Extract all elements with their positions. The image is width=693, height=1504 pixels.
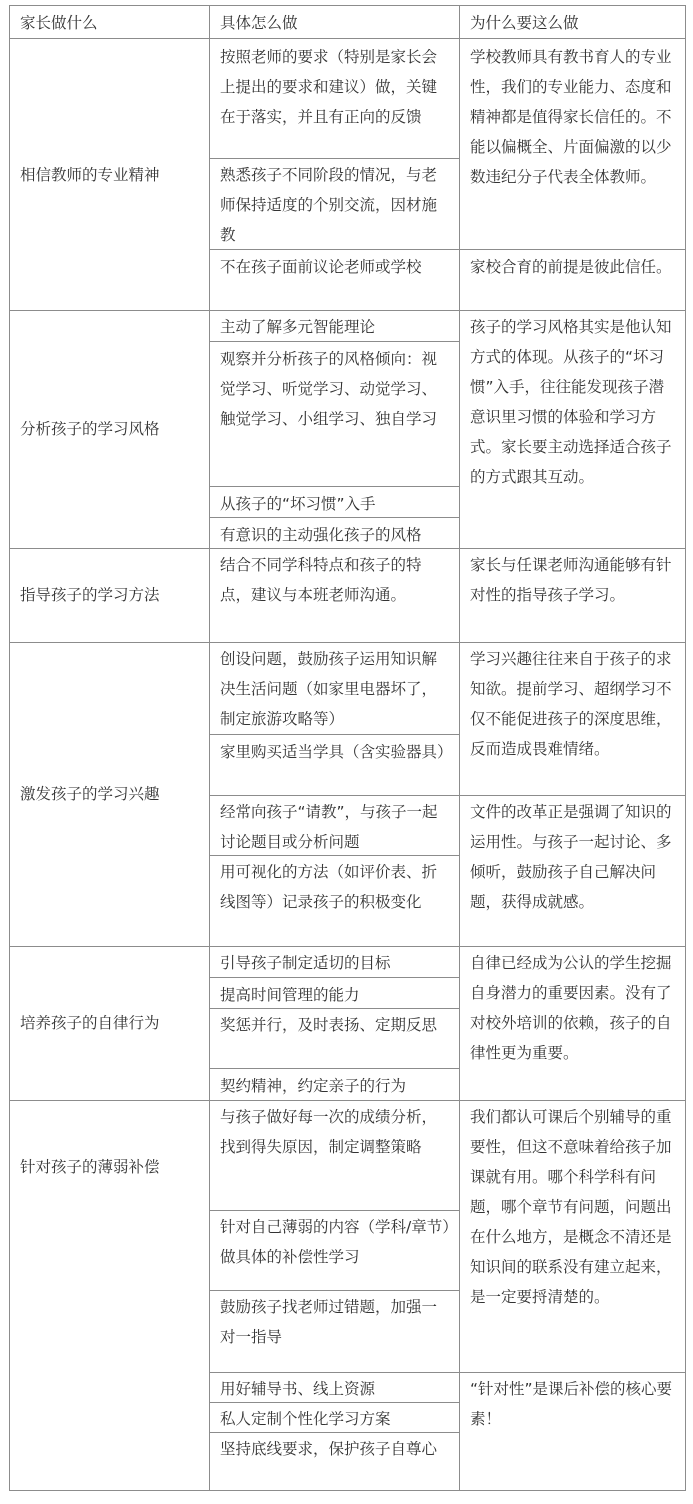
- row-6-what: 针对孩子的薄弱补偿: [20, 1158, 160, 1176]
- row-5-how-4: 契约精神，约定亲子的行为: [220, 1077, 407, 1095]
- row-6-how-2: 针对自己薄弱的内容（学科/章节）做具体的补偿性学习: [220, 1218, 450, 1266]
- grid-line: [209, 1210, 460, 1211]
- grid-line: [209, 249, 460, 250]
- header-how: 具体怎么做: [220, 14, 298, 32]
- header-what: 家长做什么: [20, 14, 98, 32]
- grid-line: [209, 517, 460, 518]
- grid-line: [9, 38, 686, 39]
- grid-line: [209, 1432, 460, 1433]
- grid-line: [209, 1008, 460, 1009]
- grid-line: [459, 795, 686, 796]
- row-5-what: 培养孩子的自律行为: [20, 1014, 160, 1032]
- grid-line: [209, 795, 460, 796]
- row-6-how-1: 与孩子做好每一次的成绩分析，找到得失原因，制定调整策略: [220, 1108, 438, 1156]
- grid-line: [9, 1100, 686, 1101]
- row-5-why-1: 自律已经成为公认的学生挖掘自身潜力的重要因素。没有了对校外培训的依赖，孩子的自律性更为重要。: [470, 954, 672, 1062]
- row-3-how-1: 结合不同学科特点和孩子的特点，建议与本班老师沟通。: [220, 556, 422, 604]
- row-1-how-2: 熟悉孩子不同阶段的情况，与老师保持适度的个别交流，因材施教: [220, 166, 438, 244]
- row-3-why-1: 家长与任课老师沟通能够有针对性的指导孩子学习。: [470, 556, 672, 604]
- row-1-how-1: 按照老师的要求（特别是家长会上提出的要求和建议）做，关键在于落实，并且有正向的反馈: [220, 48, 438, 126]
- row-3-what: 指导孩子的学习方法: [20, 586, 160, 604]
- grid-line: [9, 310, 686, 311]
- header-why: 为什么要这么做: [470, 14, 579, 32]
- row-4-what: 激发孩子的学习兴趣: [20, 785, 160, 803]
- row-4-why-2: 文件的改革正是强调了知识的运用性。与孩子一起讨论、多倾听，鼓励孩子自己解决问题，获得成就感。: [470, 803, 672, 911]
- grid-line: [9, 946, 686, 947]
- grid-line: [9, 548, 686, 549]
- grid-line: [9, 5, 10, 1491]
- row-6-why-2: “针对性”是课后补偿的核心要素！: [470, 1380, 673, 1428]
- grid-line: [9, 1490, 686, 1491]
- row-1-what: 相信教师的专业精神: [20, 166, 160, 184]
- row-1-how-3: 不在孩子面前议论老师或学校: [220, 258, 422, 276]
- grid-line: [209, 158, 460, 159]
- grid-line: [209, 734, 460, 735]
- row-2-how-2: 观察并分析孩子的风格倾向：视觉学习、听觉学习、动觉学习、触觉学习、小组学习、独自学习: [220, 350, 438, 428]
- grid-line: [209, 977, 460, 978]
- row-2-what: 分析孩子的学习风格: [20, 420, 160, 438]
- row-2-how-3: 从孩子的“坏习惯”入手: [220, 495, 376, 513]
- grid-line: [209, 486, 460, 487]
- grid-line: [9, 642, 686, 643]
- row-6-how-3: 鼓励孩子找老师过错题，加强一对一指导: [220, 1298, 438, 1346]
- row-6-how-4: 用好辅导书、线上资源: [220, 1380, 376, 1398]
- grid-line: [459, 1372, 686, 1373]
- grid-line: [209, 855, 460, 856]
- row-6-how-5: 私人定制个性化学习方案: [220, 1410, 391, 1428]
- row-4-how-4: 用可视化的方法（如评价表、折线图等）记录孩子的积极变化: [220, 863, 438, 911]
- row-5-how-1: 引导孩子制定适切的目标: [220, 954, 391, 972]
- grid-line: [209, 1290, 460, 1291]
- grid-line: [459, 249, 686, 250]
- row-2-how-1: 主动了解多元智能理论: [220, 318, 376, 336]
- row-4-how-3: 经常向孩子“请教”，与孩子一起讨论题目或分析问题: [220, 803, 438, 851]
- grid-line: [9, 5, 686, 6]
- grid-line: [209, 5, 210, 1491]
- row-5-how-2: 提高时间管理的能力: [220, 986, 360, 1004]
- grid-line: [459, 5, 460, 1491]
- grid-line: [209, 341, 460, 342]
- row-2-how-4: 有意识的主动强化孩子的风格: [220, 526, 422, 544]
- grid-line: [209, 1402, 460, 1403]
- row-2-why-1: 孩子的学习风格其实是他认知方式的体现。从孩子的“坏习惯”入手，往往能发现孩子潜意识里习惯的体验和学习方式。家长要主动选择适合孩子的方式跟其互动。: [470, 318, 672, 486]
- row-6-why-1: 我们都认可课后个别辅导的重要性，但这不意味着给孩子加课就有用。哪个科学科有问题，哪个章节有问题，问题出在什么地方，是概念不清还是知识间的联系没有建立起来，是一定要捋清楚的。: [470, 1108, 672, 1306]
- grid-line: [685, 5, 686, 1491]
- row-4-how-1: 创设问题，鼓励孩子运用知识解决生活问题（如家里电器坏了，制定旅游攻略等）: [220, 650, 438, 728]
- row-1-why-2: 家校合育的前提是彼此信任。: [470, 258, 672, 276]
- grid-line: [209, 1068, 460, 1069]
- row-4-how-2: 家里购买适当学具（含实验器具）: [220, 743, 453, 761]
- row-1-why-1: 学校教师具有教书育人的专业性，我们的专业能力、态度和精神都是值得家长信任的。不能以偏概全、片面偏激的以少数违纪分子代表全体教师。: [470, 48, 672, 186]
- row-4-why-1: 学习兴趣往往来自于孩子的求知欲。提前学习、超纲学习不仅不能促进孩子的深度思维，反而造成畏难情绪。: [470, 650, 672, 758]
- row-6-how-6: 坚持底线要求，保护孩子自尊心: [220, 1440, 438, 1458]
- row-5-how-3: 奖惩并行，及时表扬、定期反思: [220, 1016, 438, 1034]
- grid-line: [209, 1372, 460, 1373]
